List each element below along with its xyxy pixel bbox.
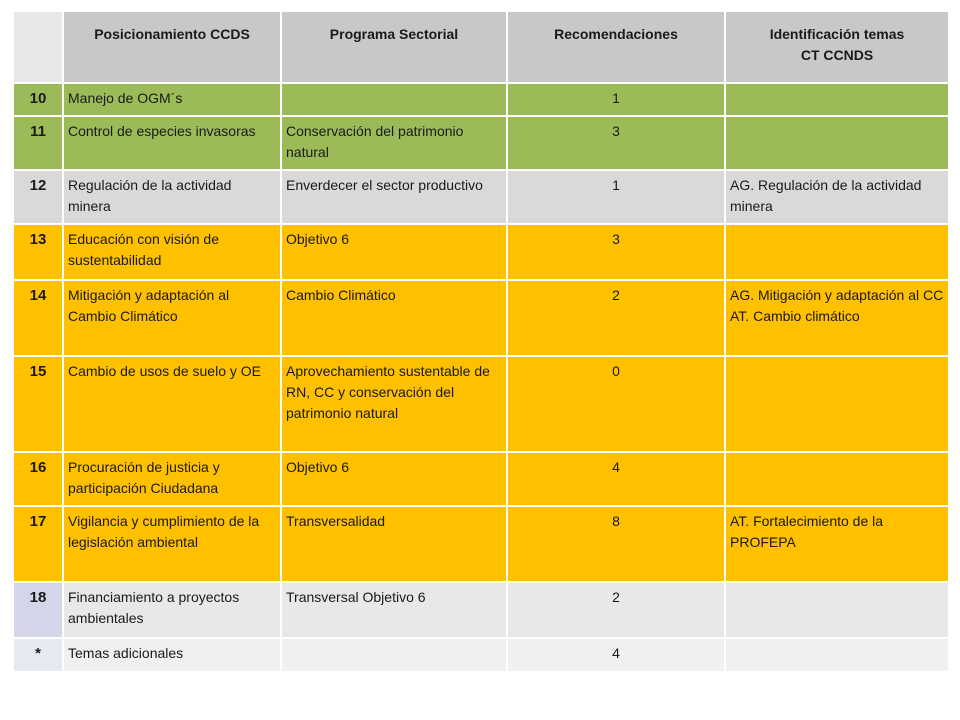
posicionamiento-cell: Procuración de justicia y participación Ciudadana <box>63 452 281 506</box>
identificacion-cell <box>725 116 949 170</box>
header-identificacion-line2: CT CCNDS <box>800 47 874 63</box>
row-number: 17 <box>13 506 63 582</box>
programa-cell: Enverdecer el sector productivo <box>281 170 507 224</box>
posicionamiento-cell: Cambio de usos de suelo y OE <box>63 356 281 452</box>
table-row <box>13 356 949 452</box>
identificacion-cell <box>725 83 949 116</box>
recomendaciones-cell: 0 <box>507 356 725 452</box>
header-recomendaciones: Recomendaciones <box>507 11 725 83</box>
row-number: 14 <box>13 280 63 356</box>
table-row <box>13 638 949 672</box>
recomendaciones-cell: 4 <box>507 452 725 506</box>
programa-cell: Transversal Objetivo 6 <box>281 582 507 638</box>
recomendaciones-cell: 2 <box>507 582 725 638</box>
identificacion-cell <box>725 280 949 356</box>
identificacion-cell: AG. Regulación de la actividad minera <box>725 170 949 224</box>
table-row <box>13 170 949 224</box>
header-programa: Programa Sectorial <box>281 11 507 83</box>
table-row <box>13 582 949 638</box>
table-row <box>13 452 949 506</box>
header-posicionamiento: Posicionamiento CCDS <box>63 11 281 83</box>
header-identificacion <box>725 11 949 83</box>
programa-cell: Cambio Climático <box>281 280 507 356</box>
row-number: * <box>13 638 63 672</box>
table-row <box>13 224 949 280</box>
programa-cell <box>281 83 507 116</box>
table-row <box>13 83 949 116</box>
identificacion-cell: AT. Fortalecimiento de la PROFEPA <box>725 506 949 582</box>
identificacion-cell <box>725 356 949 452</box>
posicionamiento-cell: Regulación de la actividad minera <box>63 170 281 224</box>
topics-table <box>12 10 950 673</box>
header-corner <box>13 11 63 83</box>
row-number: 10 <box>13 83 63 116</box>
header-identificacion-line1: Identificación temas <box>769 26 905 42</box>
programa-cell: Conservación del patrimonio natural <box>281 116 507 170</box>
recomendaciones-cell: 1 <box>507 170 725 224</box>
row-number: 12 <box>13 170 63 224</box>
row-number: 18 <box>13 582 63 638</box>
identificacion-cell <box>725 452 949 506</box>
identificacion-line: AT. Cambio climático <box>730 308 860 324</box>
identificacion-line: AG. Mitigación y adaptación al CC <box>730 287 944 303</box>
posicionamiento-cell: Control de especies invasoras <box>63 116 281 170</box>
posicionamiento-cell: Vigilancia y cumplimiento de la legislación ambiental <box>63 506 281 582</box>
table-row <box>13 280 949 356</box>
row-number: 13 <box>13 224 63 280</box>
recomendaciones-cell: 4 <box>507 638 725 672</box>
identificacion-cell <box>725 582 949 638</box>
recomendaciones-cell: 3 <box>507 224 725 280</box>
programa-cell: Objetivo 6 <box>281 224 507 280</box>
row-number: 11 <box>13 116 63 170</box>
programa-cell: Transversalidad <box>281 506 507 582</box>
programa-cell: Aprovechamiento sustentable de RN, CC y conservación del patrimonio natural <box>281 356 507 452</box>
recomendaciones-cell: 8 <box>507 506 725 582</box>
posicionamiento-cell: Manejo de OGM´s <box>63 83 281 116</box>
recomendaciones-cell: 3 <box>507 116 725 170</box>
row-number: 15 <box>13 356 63 452</box>
identificacion-cell <box>725 224 949 280</box>
recomendaciones-cell: 1 <box>507 83 725 116</box>
programa-cell <box>281 638 507 672</box>
identificacion-cell <box>725 638 949 672</box>
programa-cell: Objetivo 6 <box>281 452 507 506</box>
header-row <box>13 11 949 83</box>
row-number: 16 <box>13 452 63 506</box>
posicionamiento-cell: Educación con visión de sustentabilidad <box>63 224 281 280</box>
table-row <box>13 116 949 170</box>
posicionamiento-cell: Financiamiento a proyectos ambientales <box>63 582 281 638</box>
table-row <box>13 506 949 582</box>
recomendaciones-cell: 2 <box>507 280 725 356</box>
posicionamiento-cell: Temas adicionales <box>63 638 281 672</box>
posicionamiento-cell: Mitigación y adaptación al Cambio Climático <box>63 280 281 356</box>
